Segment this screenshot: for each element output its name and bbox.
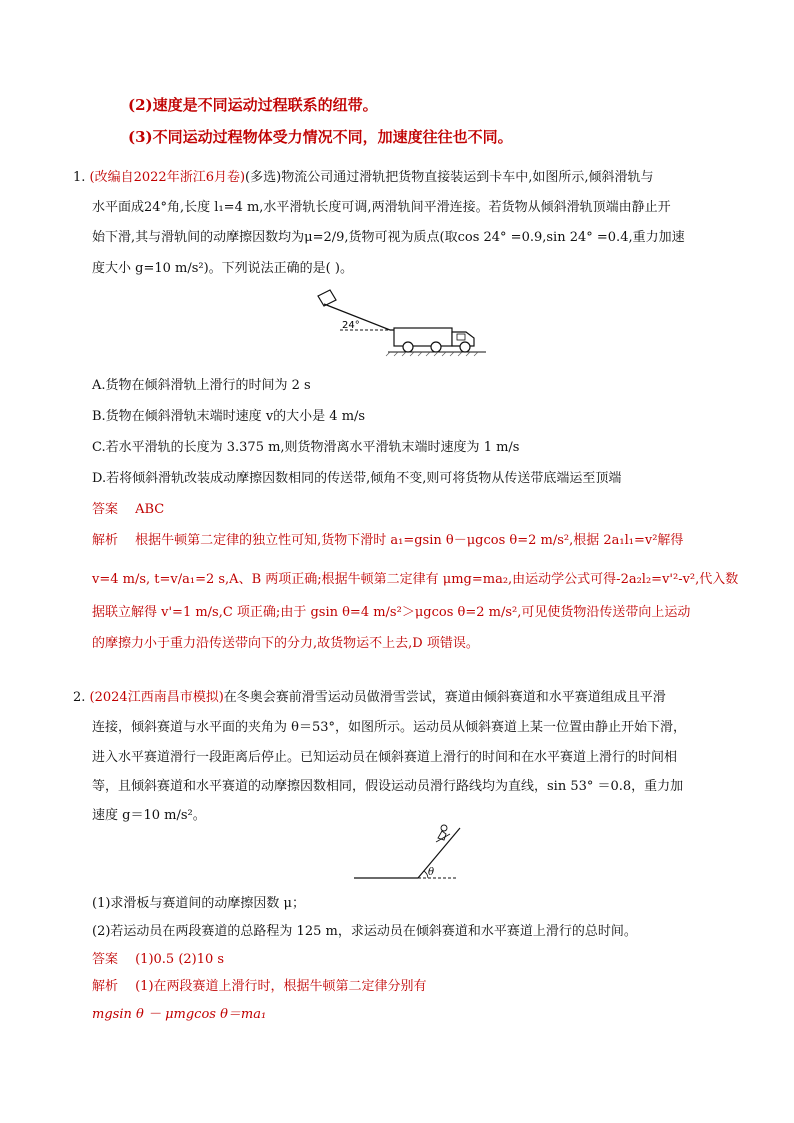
q2-number: 2.: [73, 690, 86, 705]
summary-line-3: (3)不同运动过程物体受力情况不同，加速度往往也不同。: [128, 128, 513, 146]
q1-stem-line-3: 始下滑,其与滑轨间的动摩擦因数均为μ=2/9,货物可视为质点(取cos 24° =0.9,sin 24° =0.4,重力加速: [92, 230, 685, 245]
q2-analysis-text-1: (1)在两段赛道上滑行时，根据牛顿第二定律分别有: [135, 979, 427, 994]
q1-stem-line-1: [73, 166, 653, 185]
q2-analysis-label: 解析: [92, 979, 119, 994]
q1-stem-line-2: 水平面成24°角,长度 l₁=4 m,水平滑轨长度可调,两滑轨间平滑连接。若货物从倾斜滑轨顶端由静止开: [92, 200, 671, 215]
q2-sub-question-2: (2)若运动员在两段赛道的总路程为 125 m，求运动员在倾斜赛道和水平赛道上滑行的总时间。: [92, 924, 637, 939]
q1-figure-angle-label: 24°: [342, 320, 360, 331]
q1-figure-incline-truck: [310, 286, 510, 358]
q2-answer: [92, 948, 224, 967]
q2-stem-line-2: 连接，倾斜赛道与水平面的夹角为 θ＝53°，如图所示。运动员从倾斜赛道上某一位置由静止开始下滑，: [92, 720, 687, 735]
q1-stem-line-4: 度大小 g=10 m/s²)。下列说法正确的是( )。: [92, 261, 353, 276]
q2-analysis-line-2: mgsin θ － μmgcos θ＝ma₁: [92, 1007, 267, 1022]
q2-stem-line-1-text: 在冬奥会赛前滑雪运动员做滑雪尝试，赛道由倾斜赛道和水平赛道组成且平滑: [223, 690, 666, 705]
q2-figure-ski-slope: [352, 822, 464, 882]
q2-answer-label: 答案: [92, 952, 119, 967]
q1-option-b: B.货物在倾斜滑轨末端时速度 v的大小是 4 m/s: [92, 409, 366, 424]
q2-analysis-line-1: [92, 975, 427, 994]
q2-figure-angle-label: θ: [428, 867, 435, 878]
q1-analysis-text-1: 根据牛顿第二定律的独立性可知,货物下滑时 a₁=gsin θ－μgcos θ=2 m/s²,根据 2a₁l₁=v²解得: [135, 533, 684, 548]
skier-icon: [436, 825, 450, 842]
q2-stem-line-3: 进入水平赛道滑行一段距离后停止。已知运动员在倾斜赛道上滑行的时间和在水平赛道上滑行的时间相: [92, 750, 678, 765]
q1-answer-value: ABC: [135, 502, 165, 517]
q2-source: (2024江西南昌市模拟): [89, 690, 224, 705]
q1-answer-label: 答案: [92, 502, 119, 517]
q2-stem-line-4: 等，且倾斜赛道和水平赛道的动摩擦因数相同，假设运动员滑行路线均为直线，sin 53° ＝0.8，重力加: [92, 779, 684, 794]
q1-analysis-line-3: 据联立解得 v'=1 m/s,C 项正确;由于 gsin θ=4 m/s²＞μgcos θ=2 m/s²,可见使货物沿传送带向上运动: [92, 605, 691, 620]
q2-stem-line-1: [73, 686, 666, 705]
q2-answer-value: (1)0.5 (2)10 s: [135, 952, 225, 967]
q1-analysis-label: 解析: [92, 533, 119, 548]
q1-analysis-line-4: 的摩擦力小于重力沿传送带向下的分力,故货物运不上去,D 项错误。: [92, 636, 479, 651]
q1-number: 1.: [73, 170, 86, 185]
q1-stem-line-1-text: (多选)物流公司通过滑轨把货物直接装运到卡车中,如图所示,倾斜滑轨与: [245, 170, 654, 185]
truck-icon: [394, 328, 474, 352]
q1-source: (改编自2022年浙江6月卷): [89, 170, 246, 185]
q1-option-c: C.若水平滑轨的长度为 3.375 m,则货物滑离水平滑轨末端时速度为 1 m/s: [92, 440, 520, 455]
q1-option-a: A.货物在倾斜滑轨上滑行的时间为 2 s: [92, 378, 311, 393]
q1-answer: [92, 498, 164, 517]
q1-analysis-line-2: v=4 m/s, t=v/a₁=2 s,A、B 两项正确;根据牛顿第二定律有 μmg=ma₂,由运动学公式可得-2a₂l₂=v'²-v²,代入数: [92, 572, 739, 587]
q2-stem-line-5: 速度 g＝10 m/s²。: [92, 808, 206, 823]
q1-option-d: D.若将倾斜滑轨改装成动摩擦因数相同的传送带,倾角不变,则可将货物从传送带底端运至顶端: [92, 471, 622, 486]
q2-sub-question-1: (1)求滑板与赛道间的动摩擦因数 μ；: [92, 896, 305, 911]
summary-line-2: (2)速度是不同运动过程联系的纽带。: [128, 96, 378, 114]
q1-analysis-line-1: [92, 529, 683, 548]
cargo-box-icon: [318, 290, 336, 306]
